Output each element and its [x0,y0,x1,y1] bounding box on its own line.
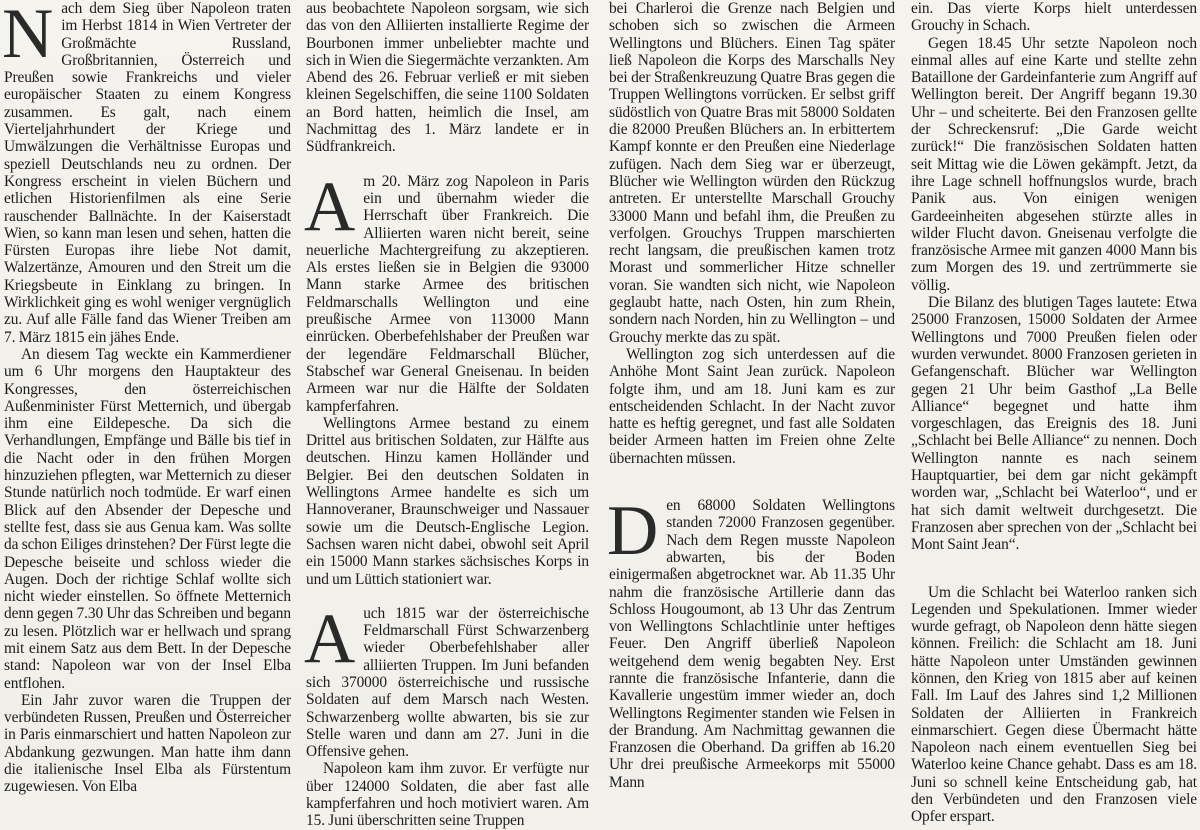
article-column-3 [607,0,895,791]
paragraph: Die Bilanz des blutigen Tages lautete: Etwa 25000 Franzosen, 15000 Soldaten der Armee Wellingtons und 7000 Preußen fielen oder wurden verwundet. 8000 Franzosen gerieten in Gefangenschaft. Blücher war Wellington gegen 21 Uhr beim Gasthof „La Belle Alliance“ begegnet und hatte ihm vorgeschlagen, das Ereignis des 18. Juni „Schlacht bei Belle Alliance“ zu nennen. Doch Wellington nannte es nach seinem Hauptquartier, bei dem gar nicht gekämpft worden war, „Schlacht bei Waterloo“, und er hat sich damit weltweit durchgesetzt. Die Franzosen aber sprechen von der „Schlacht bei Mont Saint Jean“. [911,294,1197,554]
paragraph-text: uch 1815 war der österreichische Feldmarschall Fürst Schwarzenberg wieder Oberbefehlshaber aller alliierten Truppen. Im Juni befanden sich 370000 österreichische und russische Soldaten auf dem Marsch nach Westen. Schwarzenberg wollte abwarten, bis sie zur Stelle waren und dann am 27. Juni in die Offensive gehen. [306,604,589,761]
drop-cap: N [2,0,54,73]
paragraph: Wellingtons Armee bestand zu einem Drittel aus britischen Soldaten, zur Hälfte aus deutschen. Hinzu kamen Holländer und Belgier. Bei den deutschen Soldaten in Wellingtons Armee handelte es sich um Hannoveraner, Braunschweiger und Nassauer sowie um die Deutsch-Englische Legion. Sachsen waren nicht dabei, obwohl seit April ein 15000 Mann starkes sächsisches Korps in und um Lüttich stationiert war. [306,414,589,588]
paragraph: aus beobachtete Napoleon sorgsam, wie sich das von den Alliierten installierte Regime der Bourbonen immer unbeliebter machte und sich in Wien die Siegermächte verzankten. Am Abend des 26. Februar verließ er mit sieben kleinen Segelschiffen, die seine 1100 Soldaten an Bord hatten, heimlich die Insel, am Nachmittag des 1. März landete er in Südfrankreich. [306,0,589,156]
drop-cap: D [607,492,659,571]
paragraph [304,599,589,761]
drop-cap: A [304,599,356,678]
article-column-2 [304,0,589,830]
paragraph: Ein Jahr zuvor waren die Truppen der verbündeten Russen, Preußen und Österreicher in Paris einmarschiert und hatten Napoleon zur Abdankung gezwungen. Man hatte ihm dann die italienische Insel Elba als Fürstentum zugewiesen. Von Elba [4,691,291,796]
paragraph-text: en 68000 Soldaten Wellingtons standen 72000 Franzosen gegenüber. Nach dem Regen musste Napoleon abwarten, bis der Boden einigermaßen abgetrocknet war. Ab 11.35 Uhr nahm die französische Artillerie dann das Schloss Hougoumont, ab 13 Uhr das Zentrum von Wellingtons Schlachtlinie unter heftiges Feuer. Den Angriff überließ Napoleon weitgehend dem wenig begabten Ney. Erst rannte die französische Infanterie, dann die Kavallerie ungestüm immer wieder an, doch Wellingtons Regimenter standen wie Felsen in der Brandung. Am Nachmittag gewannen die Franzosen die Oberhand. Da griffen ab 16.20 Uhr drei preußische Armeekorps mit 55000 Mann [609,497,895,791]
paragraph-text: ach dem Sieg über Napoleon traten im Herbst 1814 in Wien Vertreter der Großmächte Russland, Großbritannien, Österreich und Preußen sowie Frankreichs und vieler europäischer Staaten zu einem Kongress zusammen. Es galt, nach einem Vierteljahrhundert der Kriege und Umwälzungen die Verhältnisse Europas und speziell Deutschlands neu zu ordnen. Der Kongress erscheint in vielen Büchern und etlichen Historienfilmen als eine Serie rauschender Ballnächte. In der Kaiserstadt Wien, so kann man lesen und sehen, hatten die Fürsten Europas ihre liebe Not damit, Walzertänze, Amouren und den Streit um die Kriegsbeute in Einklang zu bringen. In Wirklichkeit ging es wohl weniger vergnüglich zu. Auf alle Fälle fand das Wiener Treiben am 7. März 1815 ein jähes Ende. [4,0,291,346]
article-column-1 [2,0,291,796]
article-column-4 [911,0,1197,826]
paragraph: Napoleon kam ihm zuvor. Er verfügte nur über 124000 Soldaten, die aber fast alle kampferfahren und hoch motiviert waren. Am 15. Juni überschritten seine Truppen [306,760,589,830]
paragraph: Wellington zog sich unterdessen auf die Anhöhe Mont Saint Jean zurück. Napoleon folgte ihm, und am 18. Juni kam es zur entscheidenden Schlacht. In der Nacht zuvor hatte es heftig geregnet, und fast alle Soldaten beider Armeen hatten im Freien ohne Zelte übernachten müssen. [609,345,895,467]
paragraph: ein. Das vierte Korps hielt unterdessen Grouchy in Schach. [911,0,1197,35]
paragraph: Um die Schlacht bei Waterloo ranken sich Legenden und Spekulationen. Immer wieder wurde gefragt, ob Napoleon denn hätte siegen können. Freilich: die Schlacht am 18. Juni hätte Napoleon unter Umständen gewinnen können, den Krieg von 1815 aber auf keinen Fall. Im Lauf des Jahres sind 1,2 Millionen Soldaten der Alliierten in Frankreich einmarschiert. Gegen diese Übermacht hätte Napoleon nach einem eventuellen Sieg bei Waterloo keine Chance gehabt. Dass es am 18. Juni so schnell keine Entscheidung gab, hat den Verbündeten und den Franzosen viele Opfer erspart. [911,583,1197,826]
paragraph-text: m 20. März zog Napoleon in Paris ein und übernahm wieder die Herrschaft über Frankreich. Die Alliierten waren nicht bereit, seine neuerliche Machtergreifung zu akzeptieren. Als erstes ließen sie in Belgien die 93000 Mann starke Armee des britischen Feldmarschalls Wellington und eine preußische Armee von 113000 Mann einrücken. Oberbefehlshaber der Preußen war der legendäre Feldmarschall Blücher, Stabschef war General Gneisenau. In beiden Armeen war nur die Hälfte der Soldaten kampferfahren. [306,172,589,415]
drop-cap: A [304,167,356,246]
paragraph: An diesem Tag weckte ein Kammerdiener um 6 Uhr morgens den Hauptakteur des Kongresses, den österreichischen Außenminister Fürst Metternich, und übergab ihm eine Eildepesche. Da sich die Verhandlungen, Empfänge und Bälle bis tief in die Nacht oder in den frühen Morgen hinzuziehen pflegten, war Metternich zu dieser Stunde natürlich noch todmüde. Er warf einen Blick auf den Absender der Depesche und stellte fest, dass sie aus Genua kam. Was sollte da schon Eiliges drinstehen? Der Fürst legte die Depesche beiseite und schloss wieder die Augen. Doch der richtige Schlaf wollte sich nicht wieder einstellen. So öffnete Metternich denn gegen 7.30 Uhr das Schreiben und begann zu lesen. Plötzlich war er hellwach und sprang mit einem Satz aus dem Bett. In der Depesche stand: Napoleon war von der Insel Elba entflohen. [4,345,291,692]
paragraph [607,492,895,791]
paragraph: Gegen 18.45 Uhr setzte Napoleon noch einmal alles auf eine Karte und stellte zehn Bataillone der Gardeinfanterie zum Angriff auf Wellington bereit. Der Angriff begann 19.30 Uhr – und scheiterte. Bei den Franzosen gellte der Schreckensruf: „Die Garde weicht zurück!“ Die französischen Soldaten hatten seit Mittag wie die Löwen gekämpft. Jetzt, da ihre Lage schnell hoffnungslos wurde, brach Panik aus. Von einigen wenigen Gardeeinheiten abgesehen stürzte alles in wilder Flucht davon. Gneisenau verfolgte die französische Armee mit ganzen 4000 Mann bis zum Morgen des 19. und zertrümmerte sie völlig. [911,34,1197,294]
paragraph [304,167,589,415]
paragraph [4,0,291,346]
paragraph: bei Charleroi die Grenze nach Belgien und schoben sich so zwischen die Armeen Wellingtons und Blüchers. Einen Tag später ließ Napoleon die Korps des Marschalls Ney bei der Straßenkreuzung Quatre Bras gegen die Truppen Wellingtons vorrücken. Er selbst griff südöstlich von Quatre Bras mit 58000 Soldaten die 82000 Preußen Blüchers an. In erbittertem Kampf konnte er den Preußen eine Niederlage zufügen. Nach dem Sieg war er überzeugt, Blücher wie Wellington würden den Rückzug antreten. Er unterstellte Marschall Grouchy 33000 Mann und befahl ihm, die Preußen zu verfolgen. Grouchys Truppen marschierten recht langsam, die preußischen kamen trotz Morast und sommerlicher Hitze schneller voran. Sie wandten sich nicht, wie Napoleon geglaubt hatte, nach Osten, hin zum Rhein, sondern nach Norden, hin zu Wellington – und Grouchy merkte das zu spät. [609,0,895,346]
